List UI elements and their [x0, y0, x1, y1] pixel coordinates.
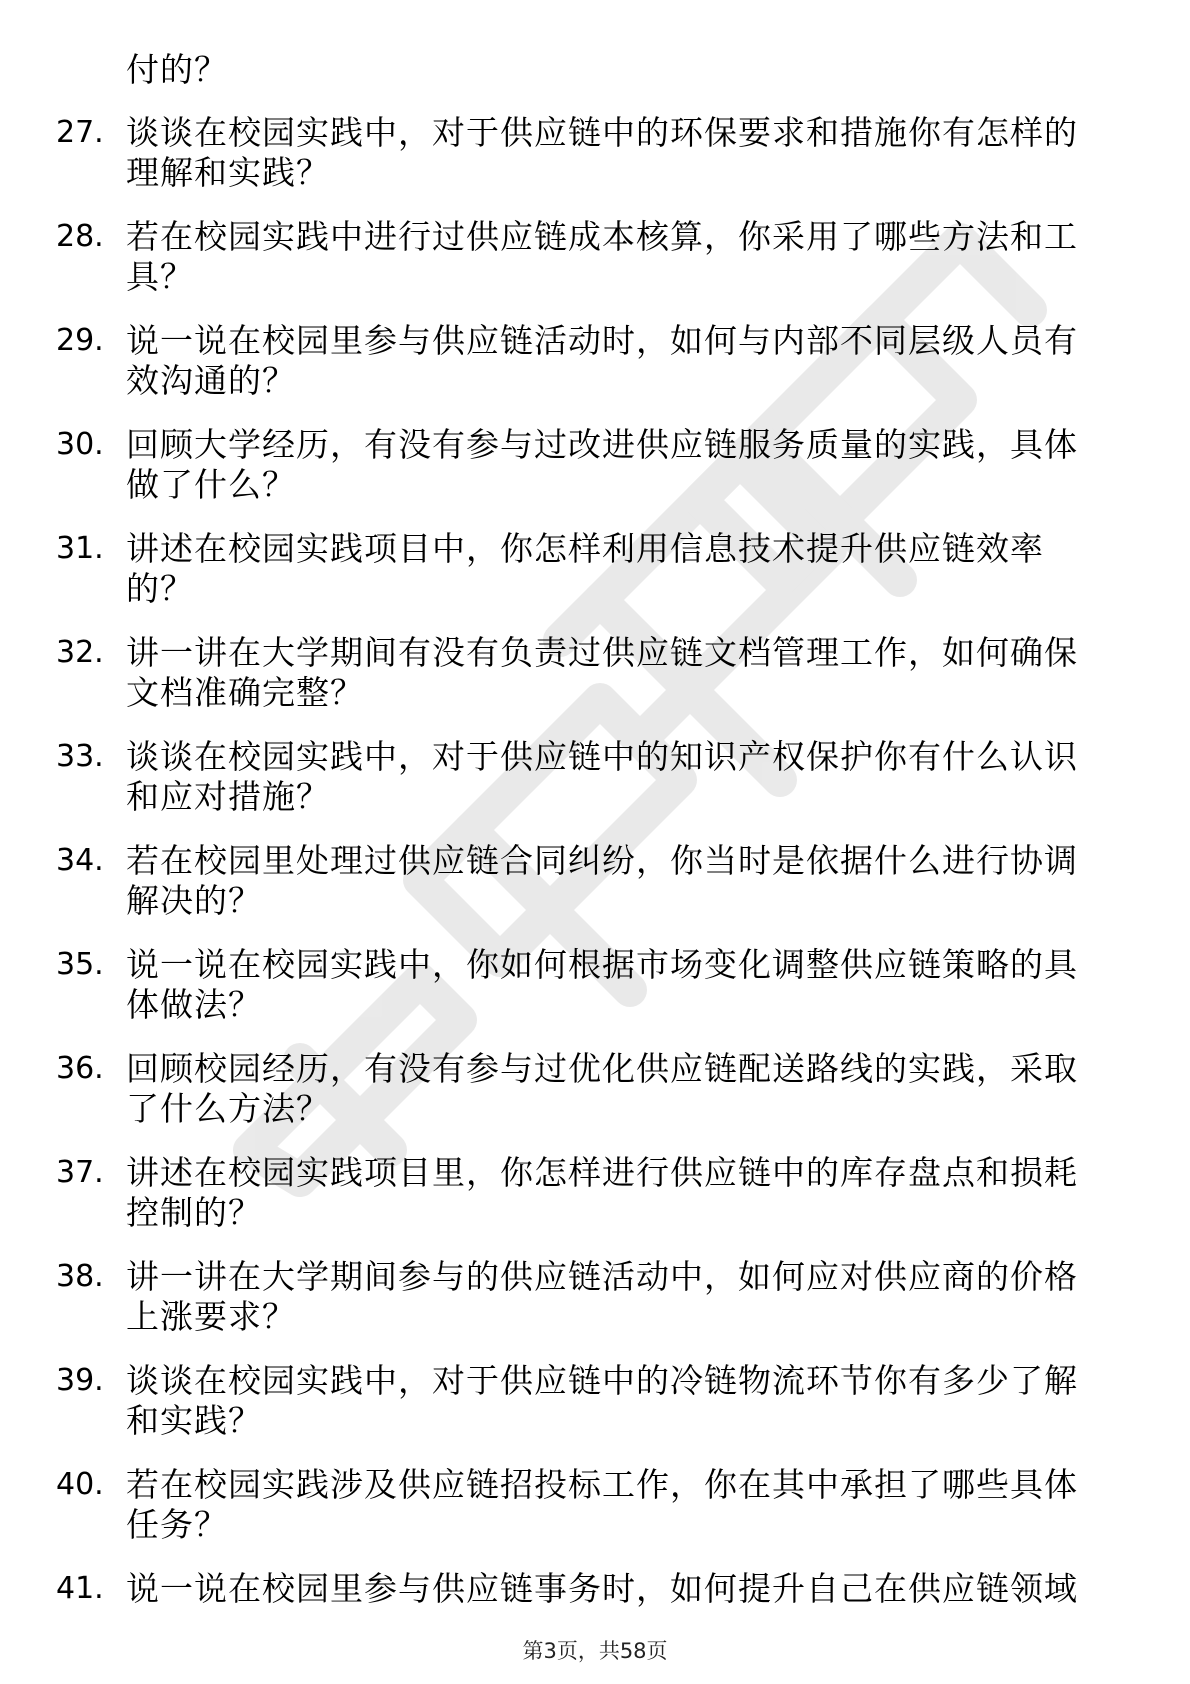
question-number: 27.	[56, 115, 104, 150]
question-item	[0, 217, 1190, 321]
question-item	[0, 113, 1190, 217]
question-number: 28.	[56, 219, 104, 254]
question-item	[0, 1257, 1190, 1361]
question-text: 说一说在校园里参与供应链活动时，如何与内部不同层级人员有效沟通的？	[126, 321, 1078, 400]
question-number: 39.	[56, 1363, 104, 1398]
question-number: 41.	[56, 1571, 104, 1606]
question-item	[0, 633, 1190, 737]
question-number: 29.	[56, 323, 104, 358]
question-item	[0, 1049, 1190, 1153]
question-item	[0, 841, 1190, 945]
question-text: 若在校园里处理过供应链合同纠纷，你当时是依据什么进行协调解决的？	[126, 841, 1078, 920]
question-text: 若在校园实践涉及供应链招投标工作，你在其中承担了哪些具体任务？	[126, 1465, 1078, 1544]
question-text: 回顾校园经历，有没有参与过优化供应链配送路线的实践，采取了什么方法？	[126, 1049, 1078, 1128]
question-text: 谈谈在校园实践中，对于供应链中的冷链物流环节你有多少了解和实践？	[126, 1361, 1078, 1440]
question-item	[0, 425, 1190, 529]
question-item	[0, 945, 1190, 1049]
question-text: 回顾大学经历，有没有参与过改进供应链服务质量的实践，具体做了什么？	[126, 425, 1078, 504]
question-item	[0, 1465, 1190, 1569]
question-item	[0, 737, 1190, 841]
question-text: 谈谈在校园实践中，对于供应链中的知识产权保护你有什么认识和应对措施？	[126, 737, 1078, 816]
question-number: 35.	[56, 947, 104, 982]
question-item	[0, 321, 1190, 425]
question-number: 33.	[56, 739, 104, 774]
question-number: 38.	[56, 1259, 104, 1294]
question-number: 37.	[56, 1155, 104, 1190]
question-text: 说一说在校园里参与供应链事务时，如何提升自己在供应链领域	[126, 1569, 1078, 1608]
question-text: 谈谈在校园实践中，对于供应链中的环保要求和措施你有怎样的理解和实践？	[126, 113, 1078, 192]
continued-question-text: 付的？	[126, 50, 228, 89]
question-number: 36.	[56, 1051, 104, 1086]
question-text: 说一说在校园实践中，你如何根据市场变化调整供应链策略的具体做法？	[126, 945, 1078, 1024]
question-number: 30.	[56, 427, 104, 462]
question-text: 讲述在校园实践项目中，你怎样利用信息技术提升供应链效率的？	[126, 529, 1044, 608]
question-text: 若在校园实践中进行过供应链成本核算，你采用了哪些方法和工具？	[126, 217, 1078, 296]
question-number: 34.	[56, 843, 104, 878]
question-list	[0, 113, 1190, 1673]
question-item	[0, 1361, 1190, 1465]
question-text: 讲一讲在大学期间参与的供应链活动中，如何应对供应商的价格上涨要求？	[126, 1257, 1078, 1336]
question-item	[0, 1153, 1190, 1257]
question-number: 32.	[56, 635, 104, 670]
question-number: 40.	[56, 1467, 104, 1502]
question-text: 讲一讲在大学期间有没有负责过供应链文档管理工作，如何确保文档准确完整？	[126, 633, 1078, 712]
question-text: 讲述在校园实践项目里，你怎样进行供应链中的库存盘点和损耗控制的？	[126, 1153, 1078, 1232]
page-footer: 第3页，共58页	[522, 1639, 668, 1663]
question-number: 31.	[56, 531, 104, 566]
question-item	[0, 529, 1190, 633]
